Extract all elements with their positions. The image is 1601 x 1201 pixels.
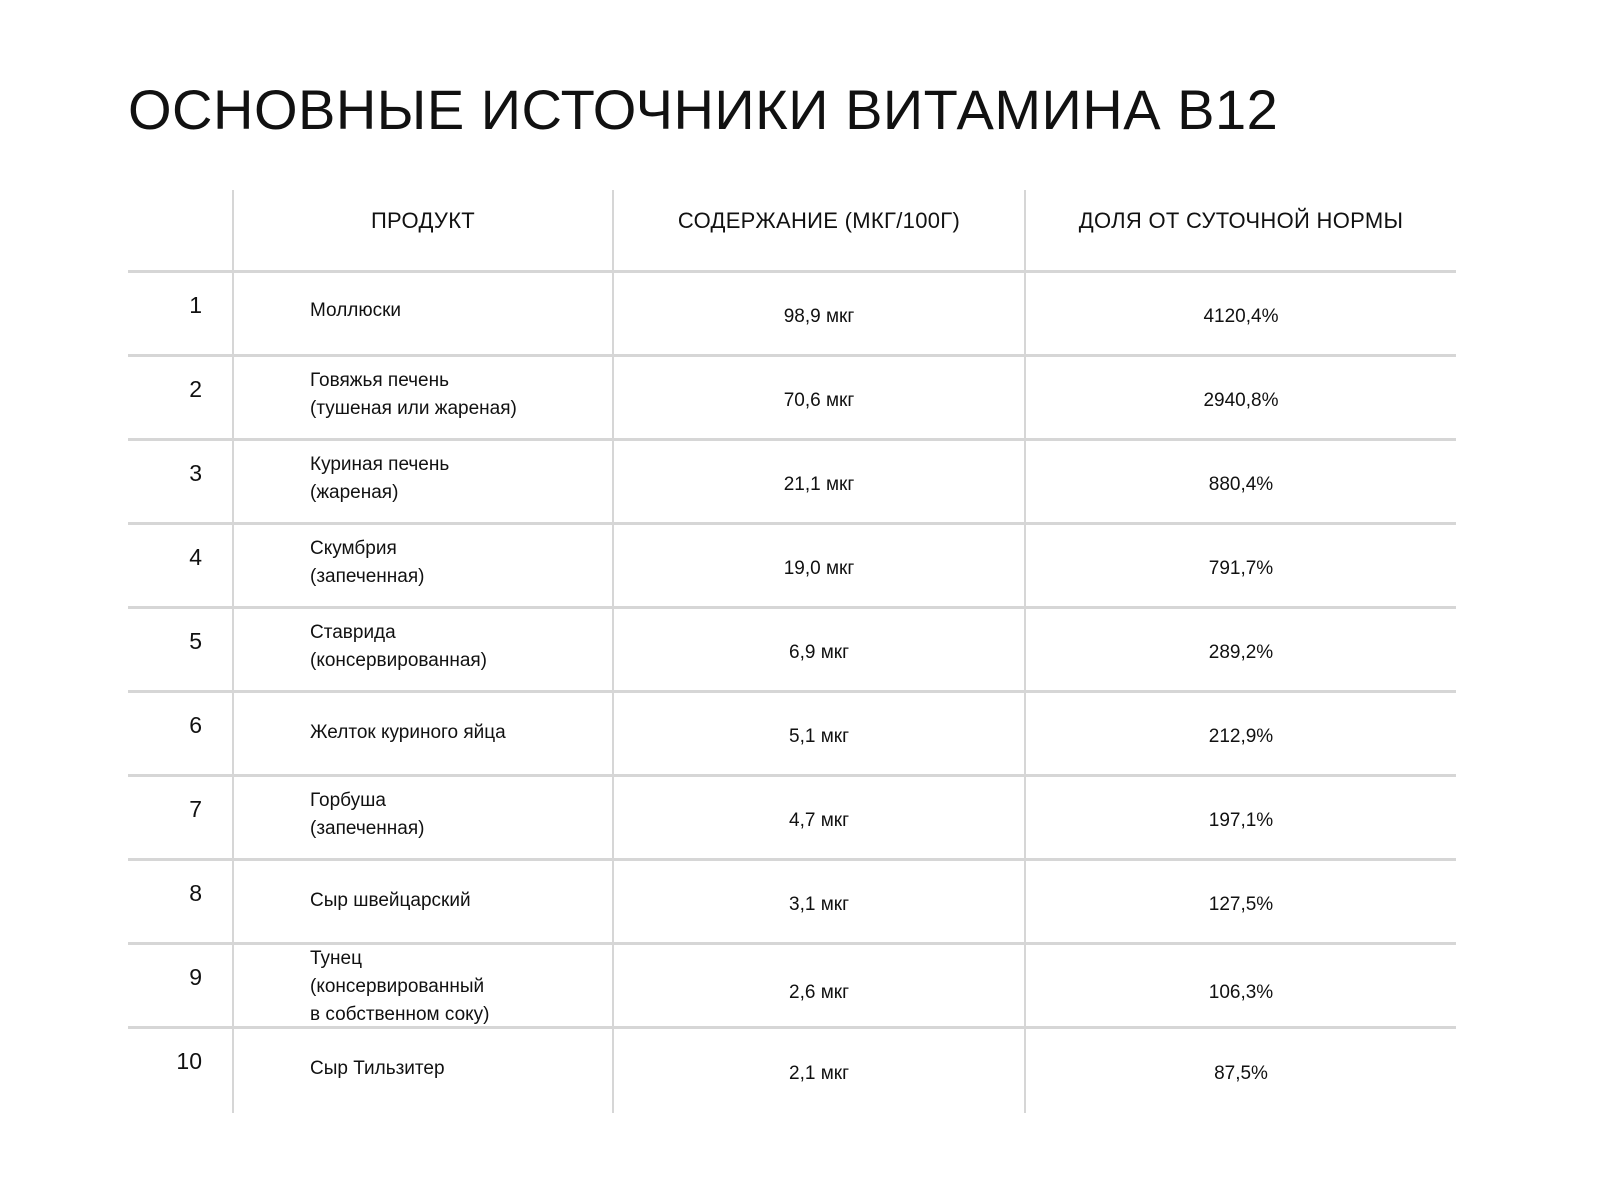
product-line: (консервированный bbox=[310, 976, 485, 997]
content-cell: 19,0 мкг bbox=[612, 525, 1024, 606]
share-cell: 127,5% bbox=[1024, 861, 1456, 942]
content-cell: 2,6 мкг bbox=[612, 945, 1024, 1035]
product-line: Скумбрия bbox=[310, 537, 397, 559]
header-product: ПРОДУКТ bbox=[232, 190, 612, 270]
product-line: Сыр швейцарский bbox=[310, 890, 471, 911]
product-cell bbox=[232, 945, 612, 1035]
share-cell: 2940,8% bbox=[1024, 357, 1456, 438]
vitamin-b12-table bbox=[128, 190, 1456, 1113]
row-index: 4 bbox=[189, 544, 202, 570]
product-line: Моллюски bbox=[310, 299, 402, 321]
content-cell: 21,1 мкг bbox=[612, 441, 1024, 522]
product-line: Горбуша bbox=[310, 789, 386, 811]
content-cell: 70,6 мкг bbox=[612, 357, 1024, 438]
row-index: 3 bbox=[189, 460, 202, 486]
table-row bbox=[128, 777, 1456, 861]
table-row bbox=[128, 525, 1456, 609]
table-row bbox=[128, 1029, 1456, 1113]
product-line: (тушеная или жареная) bbox=[310, 397, 517, 419]
content-cell: 4,7 мкг bbox=[612, 777, 1024, 858]
table-row bbox=[128, 273, 1456, 357]
share-cell: 197,1% bbox=[1024, 777, 1456, 858]
share-cell: 289,2% bbox=[1024, 609, 1456, 690]
product-line: Тунец bbox=[310, 948, 362, 969]
share-cell: 87,5% bbox=[1024, 1029, 1456, 1113]
row-index: 10 bbox=[176, 1048, 202, 1074]
product-cell bbox=[232, 1029, 612, 1113]
product-line: в собственном соку) bbox=[310, 1004, 490, 1025]
share-cell: 4120,4% bbox=[1024, 273, 1456, 354]
share-cell: 791,7% bbox=[1024, 525, 1456, 606]
content-cell: 2,1 мкг bbox=[612, 1029, 1024, 1113]
product-cell bbox=[232, 777, 612, 858]
product-cell bbox=[232, 273, 612, 354]
product-cell bbox=[232, 861, 612, 942]
page-title: ОСНОВНЫЕ ИСТОЧНИКИ ВИТАМИНА B12 bbox=[128, 78, 1279, 141]
row-index: 2 bbox=[189, 376, 202, 402]
product-line: (запеченная) bbox=[310, 817, 425, 839]
table-row bbox=[128, 357, 1456, 441]
product-line: (жареная) bbox=[310, 481, 399, 503]
table-header-row bbox=[128, 190, 1456, 273]
product-cell bbox=[232, 525, 612, 606]
row-index: 1 bbox=[189, 292, 202, 318]
product-line: Говяжья печень bbox=[310, 369, 450, 391]
content-cell: 98,9 мкг bbox=[612, 273, 1024, 354]
table-row bbox=[128, 441, 1456, 525]
product-cell bbox=[232, 609, 612, 690]
content-cell: 3,1 мкг bbox=[612, 861, 1024, 942]
product-line: Куриная печень bbox=[310, 453, 450, 475]
row-index: 8 bbox=[189, 880, 202, 906]
table-row bbox=[128, 609, 1456, 693]
product-line: (запеченная) bbox=[310, 565, 425, 587]
table-row bbox=[128, 693, 1456, 777]
product-line: Желток куриного яйца bbox=[310, 722, 506, 743]
header-index bbox=[128, 190, 232, 270]
share-cell: 212,9% bbox=[1024, 693, 1456, 774]
product-cell bbox=[232, 693, 612, 774]
row-index: 9 bbox=[189, 964, 202, 990]
share-cell: 880,4% bbox=[1024, 441, 1456, 522]
table-row bbox=[128, 945, 1456, 1029]
content-cell: 5,1 мкг bbox=[612, 693, 1024, 774]
product-line: Сыр Тильзитер bbox=[310, 1058, 445, 1079]
share-cell: 106,3% bbox=[1024, 945, 1456, 1035]
product-line: Ставрида bbox=[310, 621, 396, 643]
header-share: ДОЛЯ ОТ СУТОЧНОЙ НОРМЫ bbox=[1024, 190, 1456, 270]
header-content: СОДЕРЖАНИЕ (МКГ/100Г) bbox=[612, 190, 1024, 270]
content-cell: 6,9 мкг bbox=[612, 609, 1024, 690]
row-index: 7 bbox=[189, 796, 202, 822]
product-cell bbox=[232, 441, 612, 522]
product-cell bbox=[232, 357, 612, 438]
row-index: 6 bbox=[189, 712, 202, 738]
product-line: (консервированная) bbox=[310, 649, 488, 671]
table-row bbox=[128, 861, 1456, 945]
row-index: 5 bbox=[189, 628, 202, 654]
